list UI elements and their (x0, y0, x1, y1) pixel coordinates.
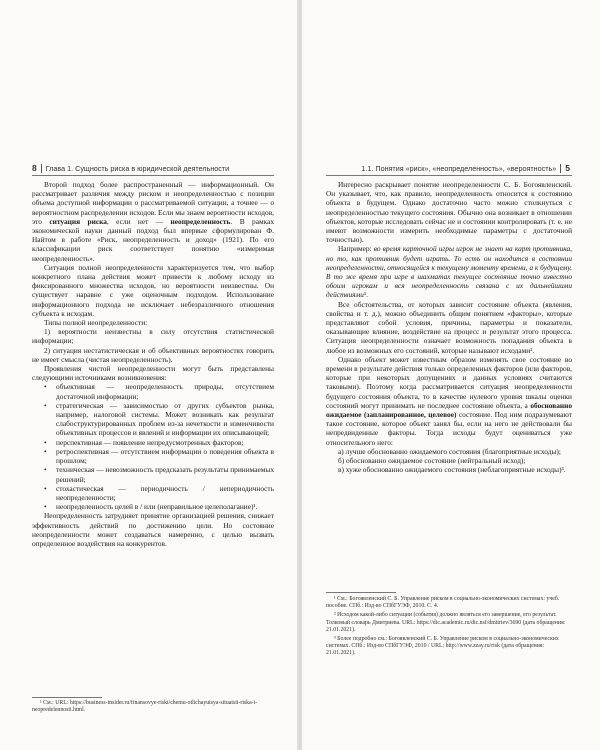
list-item: • неопределенность целей в / или (неправильное целеполагание)¹. (44, 502, 274, 511)
page-number: 5 (565, 163, 570, 173)
divider (41, 164, 42, 173)
list-item: • перспективная — появление непредусмотренных факторов; (44, 438, 274, 447)
list-item: • стохастическая — периодичность / непериодичность неопределенности; (44, 484, 274, 502)
paragraph: Второй подход более распространенный — информационный. Он рассматривает различия между риском и неопределенностью с позиции объема доступной информации о рассматриваемой ситуации, а точнее — о вероятностном распределении исходов. Если мы знаем вероятности исходов, это ситуация риска, если нет — неопределенность. В рамках экономической науки данный подход был впервые сформулирован Ф. Найтом в работе «Риск, неопределенность и доход» (1921). По его классификации риск соответствует понятию «измеримая неопределенность». (32, 180, 275, 263)
body-text (326, 180, 572, 475)
list-item: • объективная — неопределенность природы, отсутствием достаточной информации; (44, 382, 274, 400)
body-text (32, 180, 274, 548)
paragraph: б) обоснованно ожидаемое состояние (нейтральный исход); (338, 456, 526, 466)
footnotes (32, 700, 274, 716)
paragraph: Типы полной неопределенности: (44, 318, 148, 328)
header-rule (32, 175, 274, 176)
footnote: ¹ См.: Богоявленский С. Б. Управление риском в социально-экономических системах: учеб. пособие. СПб.: Изд-во СПбГУЭФ, 2010. С. 4. (326, 596, 560, 610)
running-head-text: 1.1. Понятия «риск», «неопределенность», «вероятность» (361, 163, 557, 173)
list-item: • ретроспективная — отсутствием информации о поведения объекта в прошлом; (44, 447, 274, 465)
right-page (302, 0, 600, 750)
paragraph: 2) ситуация нестатистическая и об объективных вероятностях говорить не имеет смысла (чистая неопределенность). (32, 345, 274, 364)
paragraph: в) хуже обоснованно ожидаемого состояния (неблагоприятные исходы)³. (338, 465, 566, 475)
footnote-rule (32, 697, 102, 698)
paragraph: Проявления чистой неопределенности могут быть представлены следующими источниками возникновения: (32, 364, 274, 383)
footnote: ² Исходом какой-либо ситуации (события) должно являться его завершение, его результат. Толковый словарь Дмитриева. URL: https://dic.academic.ru/dic.nsf/dmitriev/3690 (дата обращения: 21.01.2021). (326, 612, 566, 633)
paragraph: а) лучше обоснованно ожидаемого состояния (благоприятные исходы); (338, 446, 561, 456)
paragraph: 1) вероятности неизвестны в силу отсутствия статистической информации; (32, 327, 274, 346)
divider (560, 164, 561, 173)
paragraph: Неопределенность затрудняет принятие организацией решения, снижает эффективность действий по достижению цели. Но состояние неопределенности может создаваться намеренно, с целью вызвать определенное воздействия на конкурентов. (32, 511, 274, 548)
footnote: ¹ См.: URL: https://business-insider.ru/finansovye-riski/chemu-otlichayutsya-situatsii-riska-i-neopredelennosti.html. (32, 700, 258, 714)
running-head-text: Глава 1. Сущность риска в юридической деятельности (45, 163, 230, 173)
running-head (32, 163, 229, 173)
running-head (361, 163, 570, 173)
paragraph: Интересно раскрывает понятие неопределенности С. Б. Богоявленский. Он указывает, что, как правило, неопределенность относится к состоянию объекта в будущем. Однако достаточно часто можно столкнуться с неопределенностью текущего состояния. Обычно она возникает в отношении объектов, которые исследовать сейчас не и состоянии контролировать (т. е. не имеют возможности измерить необходимые параметры с достаточной точностью). (326, 180, 572, 245)
paragraph: Однако объект может известным образом изменять свое состояние во времени в результате действия только определенных факторов (или факторов, которые при некоторых допущениях и данных условиях считаются таковыми). Поэтому когда рассматривается ситуация неопределенности будущего состояния объекта, то в качестве нулевого уровня шкалы оценки состояний могут принимать не последнее состояние объекта, а обоснованно ожидаемое (запланированное, целевое) состояние. Под ним подразумевают такое состояние, которое объект занял бы, если на него не действовали бы непредвиденные факторы. Тогда исходы будут оцениваться уже относительного него: (326, 354, 572, 447)
header-rule (326, 175, 572, 176)
paragraph: Ситуация полной неопределенности характеризуется тем, что выбор конкретного плана действия может привести к любому исходу из фиксированного множества исходов, но вероятности неизвестны. Он существует наравне с уже оценочным подходом. Использование информационного подхода не исключает небезразличного отношения субъекта к исходам. (32, 262, 274, 318)
list-item: • стратегическая — зависимостью от других субъектов рынка, например, налоговой системы. Может возникать как результат слабоструктурированных проблем из-за нечеткости и изменчивости объективных процессов и явлений и информации их описывающей; (44, 401, 274, 438)
left-page (0, 0, 298, 750)
bullet-list (32, 382, 274, 511)
footnotes (326, 596, 572, 660)
list-item: • техническая — невозможность предсказать результаты принимаемых решений; (44, 465, 274, 483)
paragraph: Например: во время карточной игры игрок не знает на карт противника, но то, как противник будет играть. То есть он находится в состоянии неопределенности, относящейся к текущему моменту времени, а к будущему. В то же время при игре в шахматах текущее состояние точно известно обоим игрокам и вся неопределенность связана с их дальнейшими действиями¹. (326, 244, 573, 300)
page-number: 8 (32, 163, 37, 173)
footnote-rule (326, 592, 396, 593)
footnote: ³ Более подробно см.: Богоявленский С. Б. Управление риском в социально-экономических системах. СПб.: Изд-во СПбГУЭФ, 2010 / URL: http://www.zzay.ru/risk (дата обращения: 21.01.2021). (326, 636, 559, 657)
paragraph: Все обстоятельства, от которых зависит состояние объекта (явления, свойства и т. д.), можно объединить общим понятием «факторы», которые представляют собой условия, причины, параметры и показатели, оказывающие влияние, воздействие на процесс и результат этого процесса. Ситуация неопределенности означает возможность попадания объекта в любое из возможных его состояний, которые называют исходами². (326, 299, 572, 355)
